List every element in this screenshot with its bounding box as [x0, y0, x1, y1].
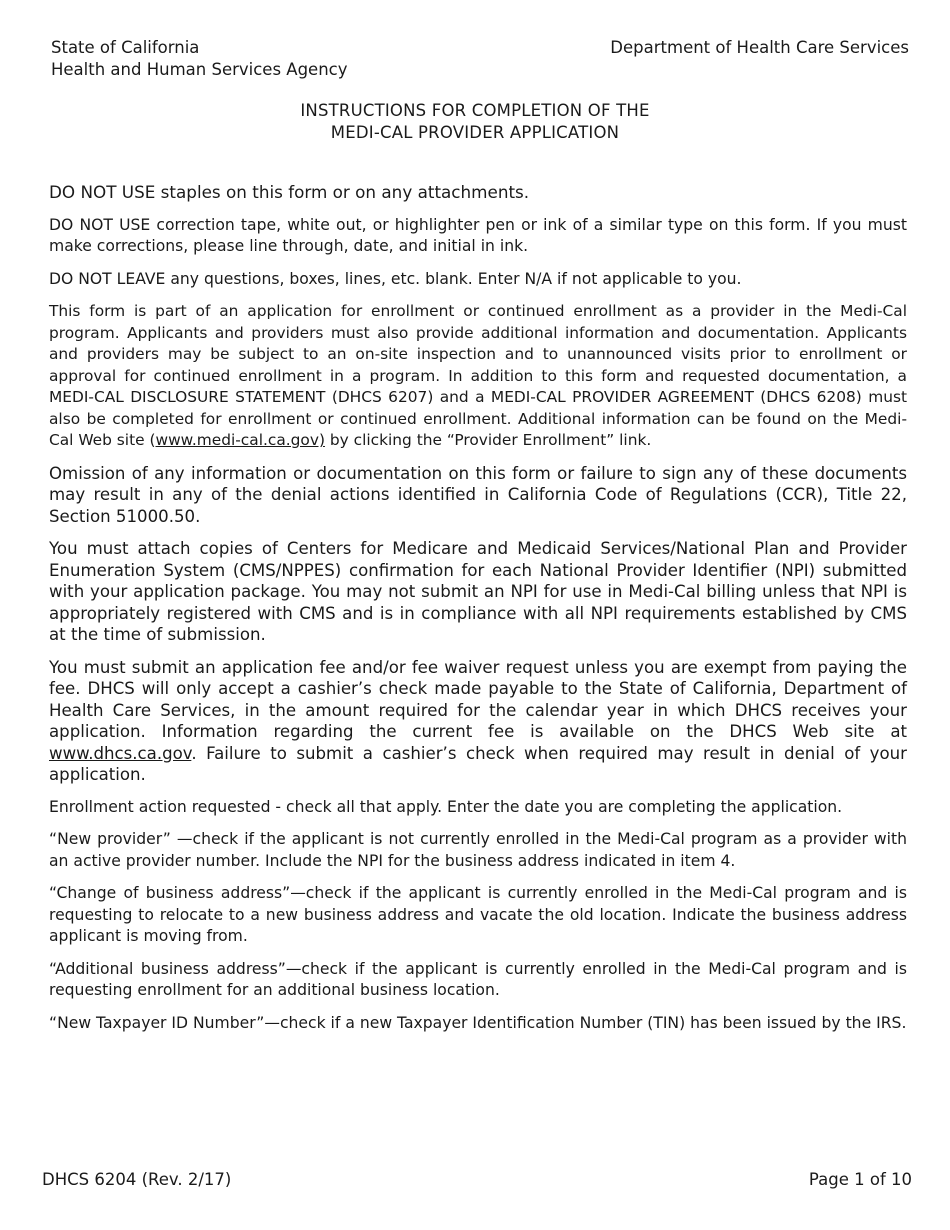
form-number: DHCS 6204 (Rev. 2/17)	[42, 1170, 232, 1189]
paragraph-npi: You must attach copies of Centers for Medicare and Medicaid Services/National Plan and Provider Enumeration System (CMS/NPPES) confirmation for each National Provider Identifier (NPI) submitted with your application package. You may not submit an NPI for use in Medi-Cal billing unless that NPI is appropriately registered with CMS and is in compliance with all NPI requirements established by CMS at the time of submission.	[49, 539, 907, 644]
title-line-2: MEDI-CAL PROVIDER APPLICATION	[330, 122, 620, 142]
medi-cal-website-link[interactable]: www.medi-cal.ca.gov)	[155, 431, 325, 449]
paragraph-enrollment-action: Enrollment action requested - check all that apply. Enter the date you are completing the application.	[49, 797, 843, 816]
form-purpose-text-end: by clicking the “Provider Enrollment” link.	[324, 431, 652, 449]
paragraph-do-not-leave: DO NOT LEAVE any questions, boxes, lines, etc. blank. Enter N/A if not applicable to you.	[49, 269, 742, 288]
application-fee-text-end: . Failure to submit a cashier’s check when required may result in denial of your application.	[49, 743, 907, 784]
application-fee-text: You must submit an application fee and/or fee waiver request unless you are exempt from paying the fee. DHCS will only accept a cashier’s check made payable to the State of California, Department of Health Care Services, in the amount required for the calendar year in which DHCS receives your application. Information regarding the current fee is available on the DHCS Web site at	[49, 657, 907, 741]
paragraph-staples: DO NOT USE staples on this form or on any attachments.	[49, 182, 530, 202]
paragraph-form-purpose	[49, 301, 907, 452]
paragraph-additional-address: “Additional business address”—check if the applicant is currently enrolled in the Medi-Cal program and is requesting enrollment for an additional business location.	[49, 959, 907, 999]
page-number: Page 1 of 10	[808, 1170, 912, 1189]
document-title	[0, 100, 950, 143]
paragraph-correction-tape: DO NOT USE correction tape, white out, or highlighter pen or ink of a similar type on this form. If you must make corrections, please line through, date, and initial in ink.	[49, 215, 907, 255]
title-line-1: INSTRUCTIONS FOR COMPLETION OF THE	[300, 101, 650, 120]
department-name: Department of Health Care Services	[610, 38, 909, 57]
agency-header	[51, 37, 348, 80]
paragraph-change-address: “Change of business address”—check if the applicant is currently enrolled in the Medi-Cal program and is requesting to relocate to a new business address and vacate the old location. Indicate the business address applicant is moving from.	[49, 884, 907, 945]
agency-name: Health and Human Services Agency	[51, 59, 348, 79]
dhcs-website-link[interactable]: www.dhcs.ca.gov	[49, 743, 192, 763]
paragraph-new-tin: “New Taxpayer ID Number”—check if a new Taxpayer Identification Number (TIN) has been issued by the IRS.	[49, 1013, 907, 1032]
paragraph-omission: Omission of any information or documentation on this form or failure to sign any of these documents may result in any of the denial actions identified in California Code of Regulations (CCR), Title 22, Section 51000.50.	[49, 463, 907, 526]
form-purpose-text: This form is part of an application for enrollment or continued enrollment as a provider in the Medi-Cal program. Applicants and providers must also provide additional information and documentation. Applicants and providers may be subject to an on-site inspection and to unannounced visits prior to enrollment or approval for continued enrollment in a program. In addition to this form and requested documentation, a MEDI-CAL DISCLOSURE STATEMENT (DHCS 6207) and a MEDI-CAL PROVIDER AGREEMENT (DHCS 6208) must also be completed for enrollment or continued enrollment. Additional information can be found on the Medi-Cal Web site (	[49, 302, 907, 449]
instructions-body	[49, 182, 907, 1045]
paragraph-application-fee	[49, 657, 907, 786]
state-name: State of California	[51, 38, 200, 57]
paragraph-new-provider: “New provider” —check if the applicant is not currently enrolled in the Medi-Cal program as a provider with an active provider number. Include the NPI for the business address indicated in item 4.	[49, 830, 907, 870]
